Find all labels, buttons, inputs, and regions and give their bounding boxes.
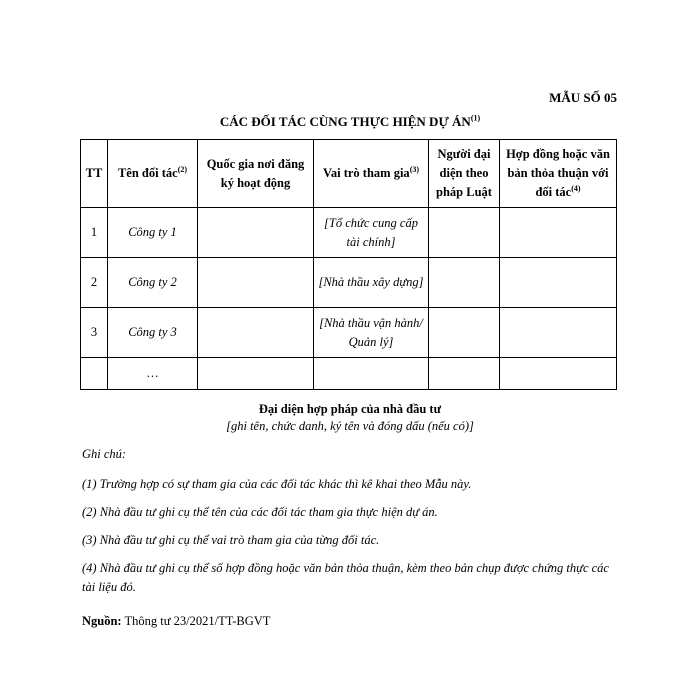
header-tt: TT	[81, 140, 108, 208]
cell-partner: …	[108, 358, 198, 390]
notes-heading: Ghi chú:	[82, 447, 127, 461]
signature-title: Đại diện hợp pháp của nhà đầu tư	[258, 402, 442, 416]
source-label: Nguồn:	[82, 614, 122, 628]
cell-partner: Công ty 1	[108, 208, 198, 258]
header-representative: Người đại diện theo pháp Luật	[429, 140, 500, 208]
cell-representative	[429, 358, 500, 390]
table-header-row	[81, 140, 617, 208]
cell-tt: 2	[81, 258, 108, 308]
source-text: Thông tư 23/2021/TT-BGVT	[124, 614, 271, 628]
partners-table	[80, 139, 617, 390]
cell-tt: 1	[81, 208, 108, 258]
form-number: MẪU SỐ 05	[549, 90, 617, 105]
note-item: (3) Nhà đầu tư ghi cụ thể vai trò tham gia của từng đối tác.	[82, 533, 380, 547]
header-partner-name: Tên đối tác$^{(2)}$	[108, 140, 198, 208]
cell-partner: Công ty 2	[108, 258, 198, 308]
header-role: Vai trò tham gia$^{(3)}$	[314, 140, 429, 208]
note-item: (4) Nhà đầu tư ghi cụ thể số hợp đồng hoặc văn bản thỏa thuận, kèm theo bản chụp được chứng thực các tài liệu đó.	[82, 561, 609, 594]
cell-contract	[500, 258, 617, 308]
table-row	[81, 258, 617, 308]
note-item: (2) Nhà đầu tư ghi cụ thể tên của các đối tác tham gia thực hiện dự án.	[82, 505, 438, 519]
cell-tt: 3	[81, 308, 108, 358]
cell-partner: Công ty 3	[108, 308, 198, 358]
cell-tt	[81, 358, 108, 390]
cell-role: [Nhà thầu xây dựng]	[314, 258, 429, 308]
source-line	[82, 614, 270, 629]
header-country: Quốc gia nơi đăng ký hoạt động	[198, 140, 314, 208]
cell-representative	[429, 308, 500, 358]
cell-representative	[429, 208, 500, 258]
document-title	[0, 114, 700, 130]
note-item: (1) Trường hợp có sự tham gia của các đối tác khác thì kê khai theo Mẫu này.	[82, 477, 472, 491]
cell-country	[198, 258, 314, 308]
title-footnote: (1)	[470, 113, 481, 123]
cell-contract	[500, 308, 617, 358]
signature-instruction: [ghi tên, chức danh, ký tên và đóng dấu (nếu có)]	[226, 419, 474, 433]
signature-block	[0, 402, 700, 434]
table-row	[81, 358, 617, 390]
cell-country	[198, 358, 314, 390]
cell-country	[198, 208, 314, 258]
cell-representative	[429, 258, 500, 308]
table-row	[81, 208, 617, 258]
title-text: CÁC ĐỐI TÁC CÙNG THỰC HIỆN DỰ ÁN	[219, 114, 471, 129]
cell-contract	[500, 208, 617, 258]
cell-contract	[500, 358, 617, 390]
table-row	[81, 308, 617, 358]
notes-section	[82, 445, 614, 606]
header-contract: Hợp đồng hoặc văn bản thỏa thuận với đối tác$^{(4)}$	[500, 140, 617, 208]
cell-role: [Tổ chức cung cấp tài chính]	[314, 208, 429, 258]
cell-country	[198, 308, 314, 358]
cell-role: [Nhà thầu vận hành/ Quản lý]	[314, 308, 429, 358]
cell-role	[314, 358, 429, 390]
